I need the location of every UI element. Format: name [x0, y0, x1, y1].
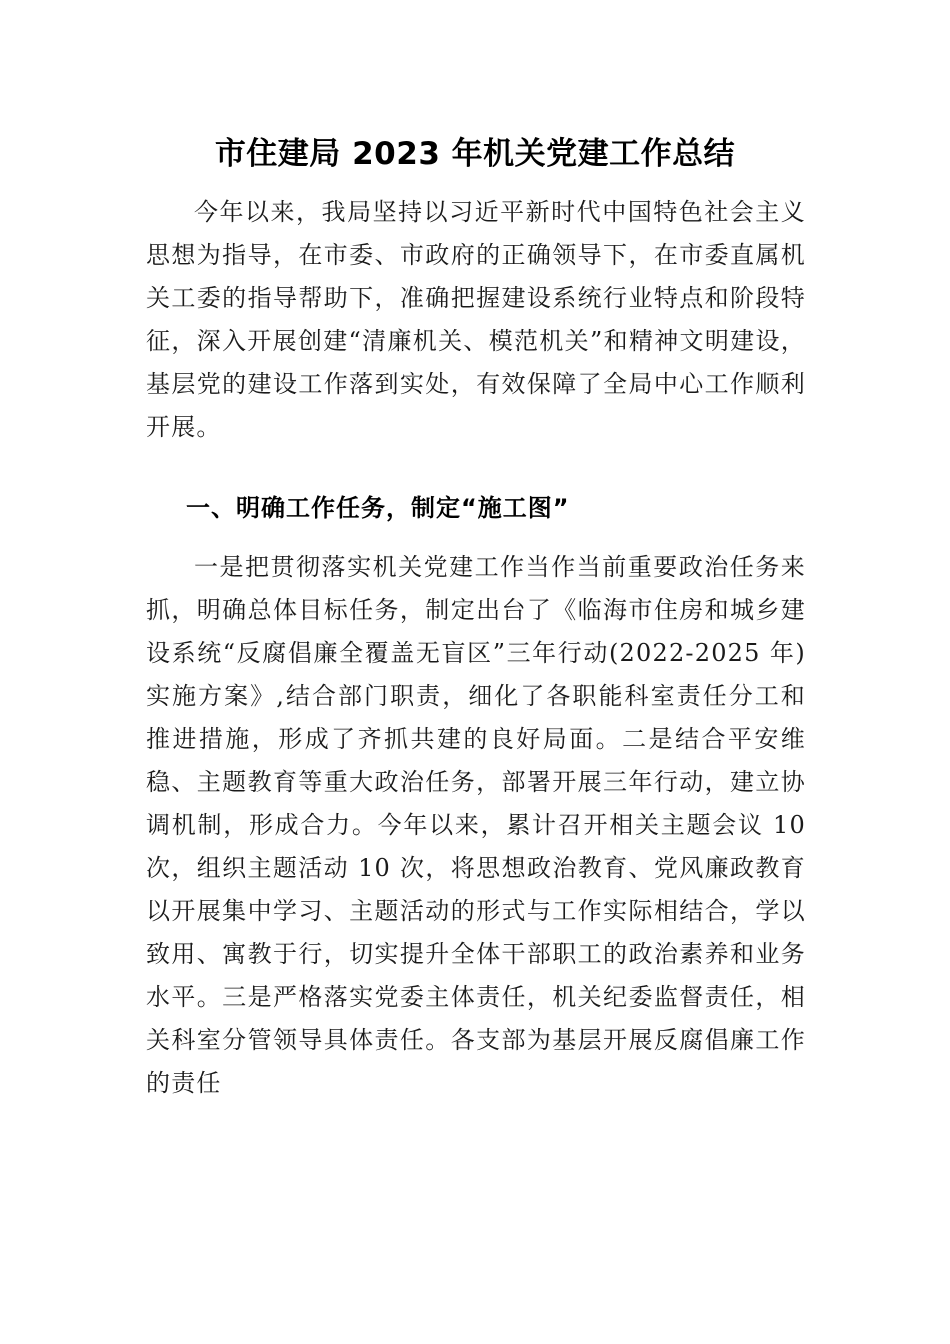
intro-paragraph: 今年以来，我局坚持以习近平新时代中国特色社会主义思想为指导，在市委、市政府的正确领导下，在市委直属机关工委的指导帮助下，准确把握建设系统行业特点和阶段特征，深入开展创建“清廉机关、模范机关”和精神文明建设，基层党的建设工作落到实处，有效保障了全局中心工作顺利开展。: [146, 198, 806, 441]
section-1-paragraph: 一是把贯彻落实机关党建工作当作当前重要政治任务来抓，明确总体目标任务，制定出台了《临海市住房和城乡建设系统“反腐倡廉全覆盖无盲区”三年行动(2022-2025 年)实施方案》,结合部门职责，细化了各职能科室责任分工和推进措施，形成了齐抓共建的良好局面。二是结合平安维稳、主题教育等重大政治任务，部署开展三年行动，建立协调机制，形成合力。今年以来，累计召开相关主题会议 10 次，组织主题活动 10 次，将思想政治教育、党风廉政教育以开展集中学习、主题活动的形式与工作实际相结合，学以致用、寓教于行，切实提升全体干部职工的政治素养和业务水平。三是严格落实党委主体责任，机关纪委监督责任，相关科室分管领导具体责任。各支部为基层开展反腐倡廉工作的责任: [146, 553, 806, 1097]
document-title: 市住建局 2023 年机关党建工作总结: [214, 136, 736, 172]
section-heading-1: 一、明确工作任务，制定“施工图”: [186, 494, 570, 522]
